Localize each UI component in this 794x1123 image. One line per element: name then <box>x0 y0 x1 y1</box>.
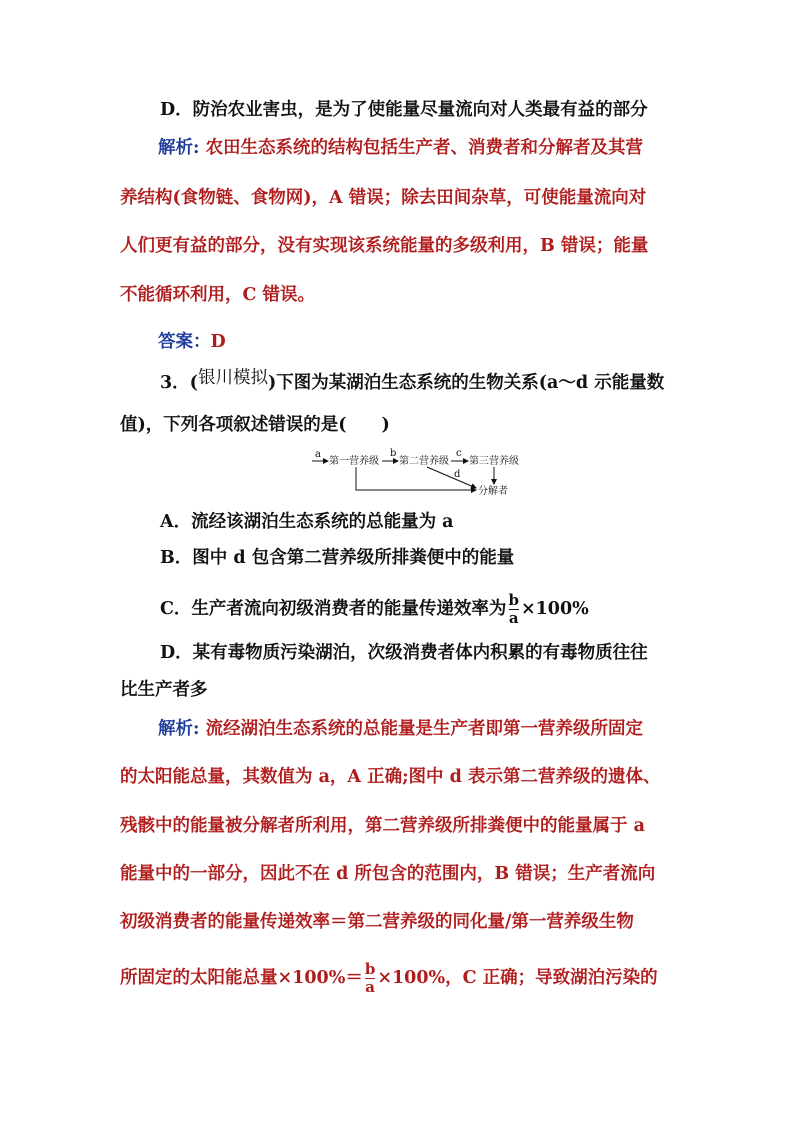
q3-analysis-text: 流经湖泊生态系统的总能量是生产者即第一营养级所固定 <box>205 719 644 739</box>
answer-label: 答案： <box>158 332 211 352</box>
option-d-line-2: 比生产者多 <box>120 680 208 700</box>
q3-analysis-label: 解析: <box>158 719 200 739</box>
label-b: b <box>390 448 397 459</box>
level-2: 第二营养级 <box>399 456 449 467</box>
answer-value: D <box>210 332 226 352</box>
q3-analysis-line-1 <box>158 717 643 741</box>
option-b: B．图中 d 包含第二营养级所排粪便中的能量 <box>160 548 515 568</box>
decomposer: 分解者 <box>478 486 508 497</box>
q3-analysis-line-2: 的太阳能总量，其数值为 a，A 正确;图中 d 表示第二营养级的遗体、 <box>120 767 661 787</box>
question-3-stem-1 <box>160 368 665 395</box>
analysis-line-1 <box>158 136 643 160</box>
q3-analysis-line-5: 初级消费者的能量传递效率＝第二营养级的同化量/第一营养级生物 <box>120 912 634 932</box>
level-3: 第三营养级 <box>469 456 519 467</box>
fraction-num: b <box>508 591 519 609</box>
q3-analysis-last-suffix: ×100%，C 正确；导致湖泊污染的 <box>377 968 658 988</box>
question-source: 银川模拟 <box>197 368 268 388</box>
q3-analysis-line-6 <box>120 962 658 995</box>
fraction-num: b <box>364 960 376 978</box>
label-d: d <box>454 469 461 480</box>
arrow-d <box>427 467 476 488</box>
analysis-label: 解析: <box>158 138 200 158</box>
level-1: 第一营养级 <box>329 456 379 467</box>
analysis-text: 农田生态系统的结构包括生产者、消费者和分解者及其营 <box>205 138 644 158</box>
option-c <box>160 593 589 626</box>
question-number: 3．( <box>160 373 198 393</box>
option-d-prev: D．防治农业害虫，是为了使能量尽量流向对人类最有益的部分 <box>160 100 648 120</box>
fraction-den: a <box>365 978 375 996</box>
fraction-den: a <box>508 609 519 627</box>
answer-line <box>158 330 226 354</box>
label-a: a <box>315 449 321 460</box>
analysis-line-3: 人们更有益的部分，没有实现该系统能量的多级利用，B 错误；能量 <box>120 236 649 256</box>
q3-analysis-line-4: 能量中的一部分，因此不在 d 所包含的范围内，B 错误；生产者流向 <box>120 864 656 884</box>
option-d-line-1: D．某有毒物质污染湖泊，次级消费者体内积累的有毒物质往往 <box>160 643 648 663</box>
q3-analysis-line-3: 残骸中的能量被分解者所利用，第二营养级所排粪便中的能量属于 a <box>120 816 645 836</box>
question-3-stem-2: 值)，下列各项叙述错误的是( ) <box>120 415 390 435</box>
option-a: A．流经该湖泊生态系统的总能量为 a <box>160 512 454 532</box>
analysis-line-2: 养结构(食物链、食物网)，A 错误；除去田间杂草，可使能量流向对 <box>120 188 647 208</box>
q3-analysis-fraction <box>365 962 376 995</box>
question-stem: )下图为某湖泊生态系统的生物关系(a～d 示能量数 <box>267 373 665 393</box>
analysis-line-4: 不能循环利用，C 错误。 <box>120 285 316 305</box>
option-c-suffix: ×100% <box>520 599 589 619</box>
energy-flow-diagram <box>312 448 552 500</box>
q3-analysis-last-prefix: 所固定的太阳能总量×100%＝ <box>120 968 363 988</box>
option-c-fraction <box>508 593 519 626</box>
label-c: c <box>456 448 462 459</box>
option-c-prefix: C．生产者流向初级消费者的能量传递效率为 <box>160 599 507 619</box>
